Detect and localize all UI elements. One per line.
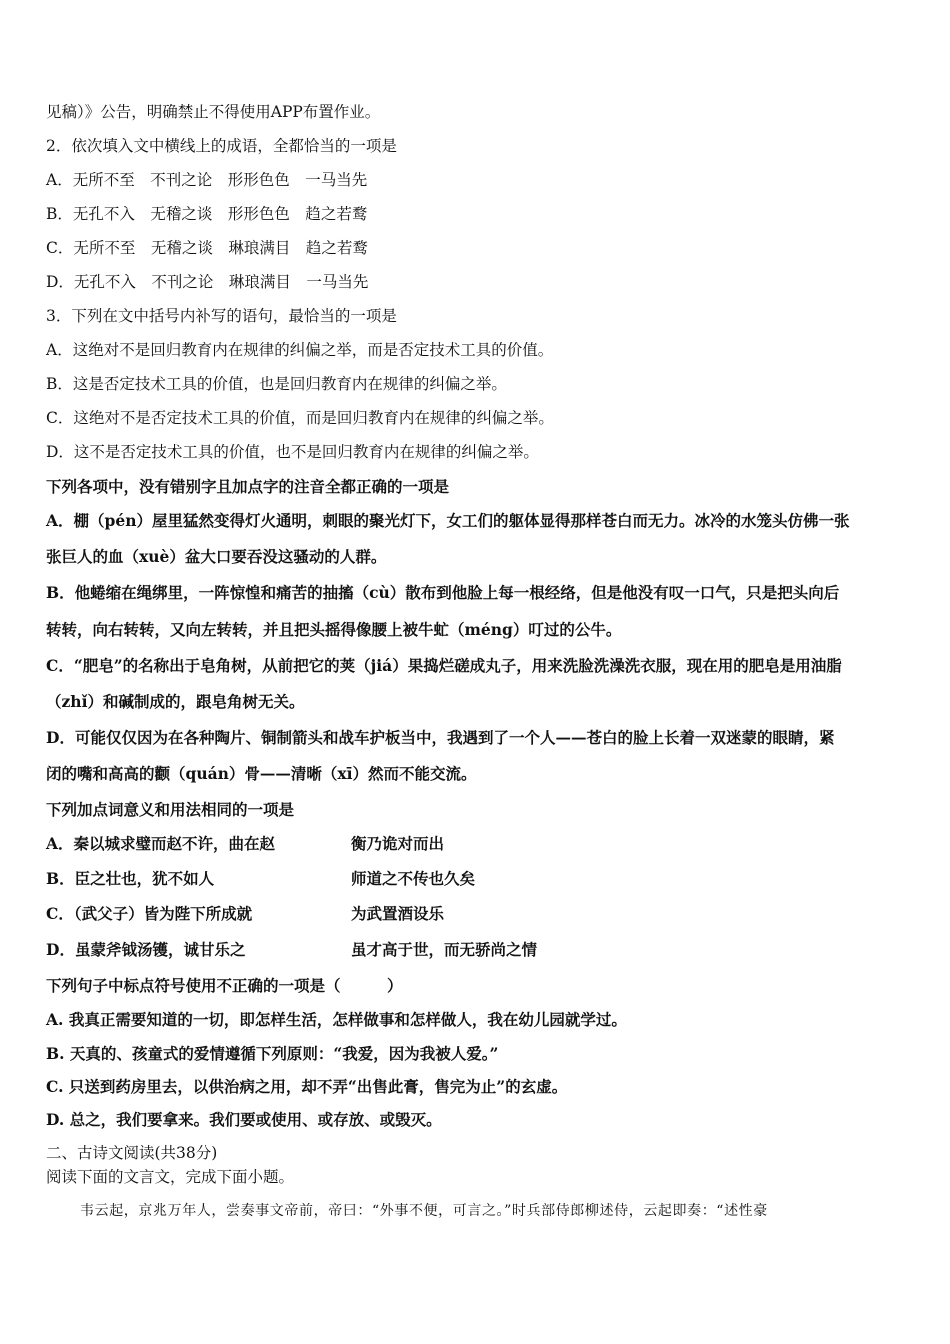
spelling-line: D．可能仅仅因为在各种陶片、铜制箭头和战车护板当中，我遇到了一个人——苍白的脸上长着一双迷蒙的眼睛，紧 xyxy=(46,728,835,747)
spelling-line: 张巨人的血（xuè）盆大口要吞没这骚动的人群。 xyxy=(46,547,387,566)
punct-stem: 下列句子中标点符号使用不正确的一项是（ ） xyxy=(46,976,403,995)
q3-option-d: D．这不是否定技术工具的价值，也不是回归教育内在规律的纠偏之举。 xyxy=(46,443,539,461)
spelling-line: 闭的嘴和高高的颧（quán）骨——清晰（xī）然而不能交流。 xyxy=(46,764,477,783)
q2-option-c: C．无所不至 无稽之谈 琳琅满目 趋之若鹜 xyxy=(46,239,368,257)
q3-option-c: C．这绝对不是否定技术工具的价值，而是回归教育内在规律的纠偏之举。 xyxy=(46,409,554,427)
spelling-stem: 下列各项中，没有错别字且加点字的注音全都正确的一项是 xyxy=(46,477,450,496)
q2-option-d: D．无孔不入 不刊之论 琳琅满目 一马当先 xyxy=(46,273,369,291)
usage-right: 为武置酒设乐 xyxy=(351,904,445,923)
punct-option-d: D. 总之，我们要拿来。我们要或使用、或存放、或毁灭。 xyxy=(46,1110,442,1129)
usage-row xyxy=(46,940,538,960)
q3-stem: 3．下列在文中括号内补写的语句，最恰当的一项是 xyxy=(46,307,397,325)
usage-stem: 下列加点词意义和用法相同的一项是 xyxy=(46,800,295,819)
spelling-line: （zhǐ）和碱制成的，跟皂角树无关。 xyxy=(46,692,305,711)
usage-right: 虽才高于世，而无骄尚之情 xyxy=(351,940,538,959)
q2-option-b: B．无孔不入 无稽之谈 形形色色 趋之若鹜 xyxy=(46,205,368,223)
punct-option-c: C. 只送到药房里去，以供治病之用，却不弄“出售此膏，售完为止”的玄虚。 xyxy=(46,1077,568,1096)
spelling-line: C．“肥皂”的名称出于皂角树，从前把它的荚（jiá）果捣烂磋成丸子，用来洗脸洗澡洗衣服，现在用的肥皂是用油脂 xyxy=(46,656,842,675)
q2-stem: 2．依次填入文中横线上的成语，全都恰当的一项是 xyxy=(46,137,397,155)
q3-option-b: B．这是否定技术工具的价值，也是回归教育内在规律的纠偏之举。 xyxy=(46,375,507,393)
q3-option-a: A．这绝对不是回归教育内在规律的纠偏之举，而是否定技术工具的价值。 xyxy=(46,341,554,359)
punct-option-a: A. 我真正需要知道的一切，即怎样生活，怎样做事和怎样做人，我在幼儿园就学过。 xyxy=(46,1010,627,1029)
spelling-line: 转转，向右转转，又向左转转，并且把头摇得像腰上被牛虻（méng）叮过的公牛。 xyxy=(46,620,622,639)
usage-row xyxy=(46,834,445,854)
punct-option-b: B. 天真的、孩童式的爱情遵循下列原则：“我爱，因为我被人爱。” xyxy=(46,1044,499,1063)
usage-left: A．秦以城求璧而赵不许，曲在赵 xyxy=(46,834,276,853)
intro-tail: 见稿）》公告，明确禁止不得使用APP布置作业。 xyxy=(46,103,381,121)
section2-title: 二、古诗文阅读(共38分) xyxy=(46,1144,218,1162)
usage-right: 师道之不传也久矣 xyxy=(351,869,476,888)
passage-paragraph: 韦云起，京兆万年人，尝奏事文帝前，帝曰：“外事不便，可言之。”时兵部侍郎柳述侍，云起即奏：“述性豪 xyxy=(80,1203,768,1219)
spelling-line: B．他蜷缩在绳绑里，一阵惊惶和痛苦的抽搐（cù）散布到他脸上每一根经络，但是他没有叹一口气，只是把头向后 xyxy=(46,583,840,602)
spelling-line: A．棚（pén）屋里猛然变得灯火通明，刺眼的聚光灯下，女工们的躯体显得那样苍白而无力。冰冷的水笼头仿佛一张 xyxy=(46,511,850,530)
usage-row xyxy=(46,869,476,889)
q2-option-a: A．无所不至 不刊之论 形形色色 一马当先 xyxy=(46,171,368,189)
usage-left: C．（武父子）皆为陛下所成就 xyxy=(46,904,253,923)
usage-left: B．臣之壮也，犹不如人 xyxy=(46,869,215,888)
usage-right: 衡乃诡对而出 xyxy=(351,834,445,853)
section2-instruction: 阅读下面的文言文，完成下面小题。 xyxy=(46,1168,295,1186)
usage-left: D．虽蒙斧钺汤镬，诚甘乐之 xyxy=(46,940,246,959)
usage-row xyxy=(46,904,445,924)
